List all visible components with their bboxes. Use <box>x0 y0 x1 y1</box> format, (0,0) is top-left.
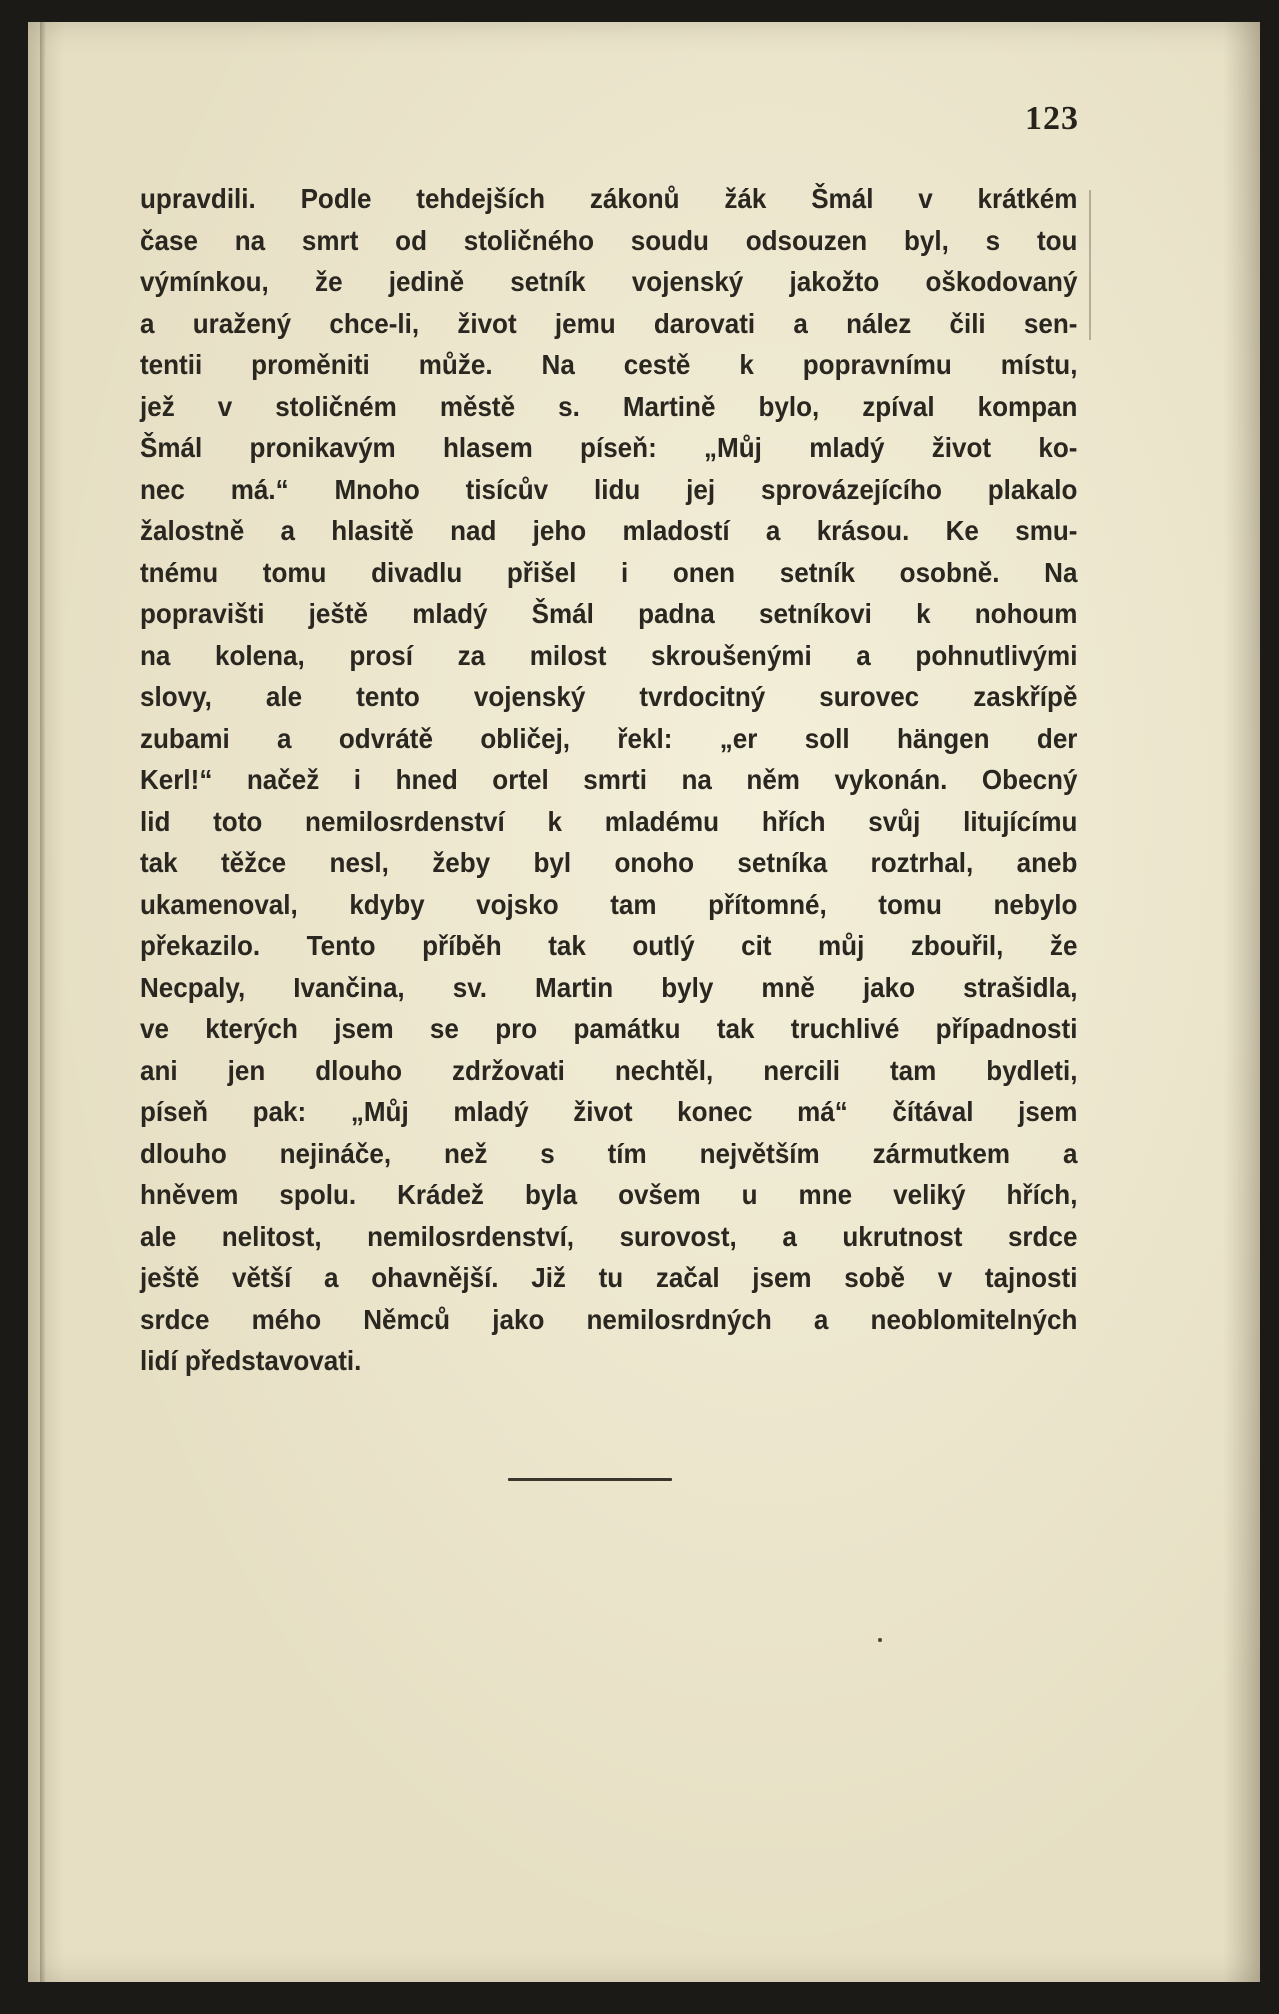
text-line: ještě větší a ohavnější. Již tu začal jsem sobě v tajnosti <box>140 1262 1078 1293</box>
text-line: ani jen dlouho zdržovati nechtěl, nercili tam bydleti, <box>140 1054 1078 1086</box>
text-line: hněvem spolu. Krádež byla ovšem u mne veliký hřích, <box>140 1179 1078 1210</box>
text-line: ukamenoval, kdyby vojsko tam přítomné, tomu nebylo <box>140 888 1078 920</box>
text-line: dlouho nejináče, než s tím největším zármutkem a <box>140 1137 1078 1169</box>
text-line: ve kterých jsem se pro památku tak truchlivé případnosti <box>140 1013 1078 1044</box>
margin-mark <box>1089 190 1091 340</box>
text-line: Šmál pronikavým hlasem píseň: „Můj mladý život ko- <box>140 432 1078 463</box>
text-line: popravišti ještě mladý Šmál padna setníkovi k nohoum <box>140 598 1078 629</box>
text-line: ale nelitost, nemilosrdenství, surovost, a ukrutnost srdce <box>140 1220 1078 1252</box>
body-text <box>140 178 1078 1382</box>
text-line: výmínkou, že jedině setník vojenský jakožto oškodovaný <box>140 266 1078 297</box>
text-line: a uražený chce-li, život jemu darovati a nález čili sen- <box>140 307 1078 339</box>
section-divider <box>508 1478 672 1481</box>
text-line: čase na smrt od stoličného soudu odsouzen byl, s tou <box>140 224 1078 256</box>
text-line: tentii proměniti může. Na cestě k popravnímu místu, <box>140 349 1078 380</box>
text-line: lid toto nemilosrdenství k mladému hřích svůj litujícímu <box>140 805 1078 837</box>
text-line: překazilo. Tento příběh tak outlý cit můj zbouřil, že <box>140 930 1078 961</box>
text-line: nec má.“ Mnoho tisícův lidu jej sprovázejícího plakalo <box>140 473 1078 505</box>
text-line: tak těžce nesl, žeby byl onoho setníka roztrhal, aneb <box>140 847 1078 878</box>
text-line: na kolena, prosí za milost skroušenými a pohnutlivými <box>140 639 1078 671</box>
binding-shadow <box>40 22 46 1982</box>
text-line: tnému tomu divadlu přišel i onen setník osobně. Na <box>140 556 1078 588</box>
text-line: lidí představovati. <box>140 1345 362 1376</box>
text-line: Kerl!“ načež i hned ortel smrti na něm vykonán. Obecný <box>140 764 1078 795</box>
paper-speck <box>878 1638 882 1642</box>
text-line: srdce mého Němců jako nemilosrdných a neoblomitelných <box>140 1303 1078 1335</box>
text-line: žalostně a hlasitě nad jeho mladostí a krásou. Ke smu- <box>140 515 1078 546</box>
text-line: upravdili. Podle tehdejších zákonů žák Šmál v krátkém <box>140 183 1078 214</box>
text-line: slovy, ale tento vojenský tvrdocitný surovec zaskřípě <box>140 681 1078 712</box>
text-line: píseň pak: „Můj mladý život konec má“ čítával jsem <box>140 1096 1078 1127</box>
page-number: 123 <box>1025 100 1079 137</box>
text-line: jež v stoličném městě s. Martině bylo, zpíval kompan <box>140 390 1078 422</box>
text-line: Necpaly, Ivančina, sv. Martin byly mně jako strašidla, <box>140 971 1078 1003</box>
text-line: zubami a odvrátě obličej, řekl: „er soll hängen der <box>140 722 1078 754</box>
